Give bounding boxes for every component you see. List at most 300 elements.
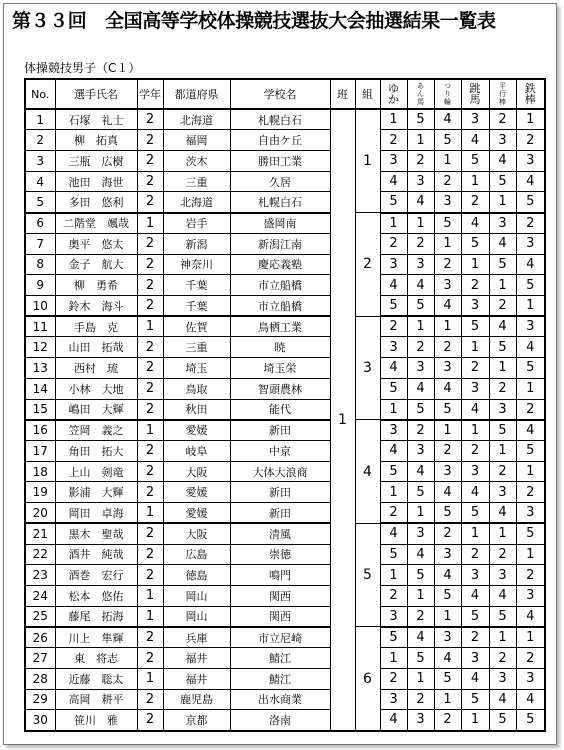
kumi-cell: 5 xyxy=(355,523,380,627)
hbar-order: 5 xyxy=(516,441,545,462)
grade-cell: 1 xyxy=(137,586,163,607)
rings-order: 3 xyxy=(434,358,461,379)
floor-order: 2 xyxy=(380,503,407,524)
vault-order: 5 xyxy=(461,606,489,627)
hbar-order: 2 xyxy=(516,399,545,420)
hbar-order: 1 xyxy=(516,378,545,399)
athlete-name: 笹川 雅 xyxy=(55,710,137,731)
table-row xyxy=(25,233,545,254)
header-vault: 跳 馬 xyxy=(461,79,489,109)
grade-cell: 2 xyxy=(137,482,163,503)
row-number: 8 xyxy=(25,254,55,275)
pbars-order: 2 xyxy=(489,109,516,130)
grade-cell: 2 xyxy=(137,171,163,192)
row-number: 12 xyxy=(25,337,55,358)
pbars-order: 3 xyxy=(489,482,516,503)
prefecture-cell: 三重 xyxy=(163,171,230,192)
header-name: 選手氏名 xyxy=(55,79,137,109)
header-rings: つ り 輪 xyxy=(434,79,461,109)
prefecture-cell: 千葉 xyxy=(163,295,230,316)
pbars-order: 1 xyxy=(489,523,516,544)
school-cell: 大体大浪商 xyxy=(230,461,330,482)
school-cell: 能代 xyxy=(230,399,330,420)
table-row xyxy=(25,150,545,171)
table-row xyxy=(25,275,545,296)
table-row xyxy=(25,378,545,399)
floor-order: 3 xyxy=(380,689,407,710)
hbar-order: 5 xyxy=(516,523,545,544)
hbar-order: 3 xyxy=(516,233,545,254)
pbars-order: 4 xyxy=(489,503,516,524)
table-row xyxy=(25,316,545,337)
grade-cell: 2 xyxy=(137,233,163,254)
pbars-order: 3 xyxy=(489,213,516,234)
pbars-order: 4 xyxy=(489,150,516,171)
pbars-order: 2 xyxy=(489,648,516,669)
hbar-order: 3 xyxy=(516,503,545,524)
grade-cell: 2 xyxy=(137,461,163,482)
page-title: 第３３回 全国高等学校体操競技選抜大会抽選結果一覧表 xyxy=(12,10,496,32)
table-row xyxy=(25,523,545,544)
pommel-order: 2 xyxy=(407,337,434,358)
floor-order: 5 xyxy=(380,378,407,399)
rings-order: 5 xyxy=(434,586,461,607)
floor-order: 2 xyxy=(380,233,407,254)
hbar-order: 3 xyxy=(516,668,545,689)
athlete-name: 小林 大地 xyxy=(55,378,137,399)
vault-order: 2 xyxy=(461,358,489,379)
floor-order: 3 xyxy=(380,254,407,275)
header-no: No. xyxy=(25,79,55,109)
hbar-order: 5 xyxy=(516,358,545,379)
grade-cell: 2 xyxy=(137,710,163,731)
vault-order: 1 xyxy=(461,420,489,441)
table-row xyxy=(25,337,545,358)
rings-order: 3 xyxy=(434,275,461,296)
rings-order: 3 xyxy=(434,544,461,565)
row-number: 14 xyxy=(25,378,55,399)
pbars-order: 2 xyxy=(489,295,516,316)
vault-order: 1 xyxy=(461,254,489,275)
school-cell: 洛南 xyxy=(230,710,330,731)
header-floor: ゆ か xyxy=(380,79,407,109)
row-number: 29 xyxy=(25,689,55,710)
hbar-order: 4 xyxy=(516,420,545,441)
hbar-order: 4 xyxy=(516,689,545,710)
header-kumi: 組 xyxy=(355,79,380,109)
table-row xyxy=(25,503,545,524)
hbar-order: 4 xyxy=(516,337,545,358)
athlete-name: 石塚 礼士 xyxy=(55,109,137,130)
rings-order: 5 xyxy=(434,130,461,151)
hbar-order: 2 xyxy=(516,213,545,234)
school-cell: 清風 xyxy=(230,523,330,544)
results-table xyxy=(24,78,546,732)
pbars-order: 5 xyxy=(489,171,516,192)
vault-order: 4 xyxy=(461,213,489,234)
hbar-order: 4 xyxy=(516,606,545,627)
floor-order: 3 xyxy=(380,420,407,441)
pommel-order: 1 xyxy=(407,213,434,234)
rings-order: 2 xyxy=(434,441,461,462)
athlete-name: 鈴木 海斗 xyxy=(55,295,137,316)
prefecture-cell: 茨木 xyxy=(163,150,230,171)
row-number: 5 xyxy=(25,192,55,213)
category-label: 体操競技男子（C１） xyxy=(24,61,141,75)
table-row xyxy=(25,254,545,275)
rings-order: 4 xyxy=(434,295,461,316)
school-cell: 暁 xyxy=(230,337,330,358)
school-cell: 市立船橋 xyxy=(230,275,330,296)
pbars-order: 4 xyxy=(489,586,516,607)
row-number: 3 xyxy=(25,150,55,171)
prefecture-cell: 神奈川 xyxy=(163,254,230,275)
grade-cell: 2 xyxy=(137,378,163,399)
vault-order: 5 xyxy=(461,503,489,524)
row-number: 10 xyxy=(25,295,55,316)
floor-order: 4 xyxy=(380,523,407,544)
floor-order: 2 xyxy=(380,668,407,689)
school-cell: 智頭農林 xyxy=(230,378,330,399)
athlete-name: 柳 勇希 xyxy=(55,275,137,296)
vault-order: 5 xyxy=(461,233,489,254)
kumi-cell: 1 xyxy=(355,109,380,213)
grade-cell: 2 xyxy=(137,150,163,171)
hbar-order: 1 xyxy=(516,109,545,130)
table-row xyxy=(25,130,545,151)
floor-order: 5 xyxy=(380,461,407,482)
hbar-order: 2 xyxy=(516,130,545,151)
school-cell: 札幌白石 xyxy=(230,192,330,213)
school-cell: 盛岡南 xyxy=(230,213,330,234)
vault-order: 4 xyxy=(461,130,489,151)
table-row xyxy=(25,565,545,586)
rings-order: 5 xyxy=(434,503,461,524)
pbars-order: 1 xyxy=(489,358,516,379)
prefecture-cell: 福井 xyxy=(163,648,230,669)
rings-order: 4 xyxy=(434,378,461,399)
hbar-order: 3 xyxy=(516,316,545,337)
school-cell: 市立船橋 xyxy=(230,295,330,316)
athlete-name: 山田 拓哉 xyxy=(55,337,137,358)
pommel-order: 3 xyxy=(407,254,434,275)
prefecture-cell: 京都 xyxy=(163,710,230,731)
table-row xyxy=(25,668,545,689)
athlete-name: 多田 悠利 xyxy=(55,192,137,213)
athlete-name: 西村 琉 xyxy=(55,358,137,379)
floor-order: 5 xyxy=(380,627,407,648)
pommel-order: 4 xyxy=(407,192,434,213)
row-number: 6 xyxy=(25,213,55,234)
prefecture-cell: 愛媛 xyxy=(163,503,230,524)
prefecture-cell: 岡山 xyxy=(163,586,230,607)
vault-order: 1 xyxy=(461,710,489,731)
table-row xyxy=(25,109,545,130)
athlete-name: 藤尾 拓海 xyxy=(55,606,137,627)
pbars-order: 5 xyxy=(489,420,516,441)
grade-cell: 2 xyxy=(137,275,163,296)
athlete-name: 影浦 大輝 xyxy=(55,482,137,503)
school-cell: 鯖江 xyxy=(230,648,330,669)
school-cell: 慶応義塾 xyxy=(230,254,330,275)
prefecture-cell: 新潟 xyxy=(163,233,230,254)
vault-order: 1 xyxy=(461,523,489,544)
pommel-order: 5 xyxy=(407,399,434,420)
pbars-order: 4 xyxy=(489,316,516,337)
pommel-order: 1 xyxy=(407,130,434,151)
school-cell: 新田 xyxy=(230,482,330,503)
vault-order: 5 xyxy=(461,689,489,710)
row-number: 15 xyxy=(25,399,55,420)
kumi-cell: 6 xyxy=(355,627,380,731)
rings-order: 2 xyxy=(434,337,461,358)
vault-order: 3 xyxy=(461,461,489,482)
floor-order: 1 xyxy=(380,482,407,503)
school-cell: 鳴門 xyxy=(230,565,330,586)
rings-order: 2 xyxy=(434,523,461,544)
pommel-order: 1 xyxy=(407,586,434,607)
grade-cell: 1 xyxy=(137,213,163,234)
prefecture-cell: 佐賀 xyxy=(163,316,230,337)
floor-order: 5 xyxy=(380,295,407,316)
prefecture-cell: 愛媛 xyxy=(163,482,230,503)
prefecture-cell: 大阪 xyxy=(163,523,230,544)
floor-order: 4 xyxy=(380,441,407,462)
row-number: 25 xyxy=(25,606,55,627)
grade-cell: 2 xyxy=(137,358,163,379)
prefecture-cell: 福井 xyxy=(163,668,230,689)
pommel-order: 2 xyxy=(407,420,434,441)
rings-order: 3 xyxy=(434,192,461,213)
rings-order: 1 xyxy=(434,233,461,254)
table-row xyxy=(25,648,545,669)
school-cell: 市立尼崎 xyxy=(230,627,330,648)
floor-order: 4 xyxy=(380,275,407,296)
pommel-order: 4 xyxy=(407,544,434,565)
kumi-cell: 3 xyxy=(355,316,380,420)
table-row xyxy=(25,399,545,420)
floor-order: 1 xyxy=(380,565,407,586)
vault-order: 2 xyxy=(461,192,489,213)
row-number: 16 xyxy=(25,420,55,441)
floor-order: 4 xyxy=(380,358,407,379)
athlete-name: 角田 拓大 xyxy=(55,441,137,462)
table-row xyxy=(25,689,545,710)
vault-order: 1 xyxy=(461,171,489,192)
table-row xyxy=(25,482,545,503)
grade-cell: 1 xyxy=(137,316,163,337)
school-cell: 出水商業 xyxy=(230,689,330,710)
row-number: 17 xyxy=(25,441,55,462)
pommel-order: 3 xyxy=(407,523,434,544)
pbars-order: 1 xyxy=(489,192,516,213)
floor-order: 3 xyxy=(380,606,407,627)
hbar-order: 4 xyxy=(516,171,545,192)
school-cell: 埼玉栄 xyxy=(230,358,330,379)
rings-order: 4 xyxy=(434,648,461,669)
grade-cell: 2 xyxy=(137,109,163,130)
header-grade: 学年 xyxy=(137,79,163,109)
pbars-order: 5 xyxy=(489,254,516,275)
vault-order: 4 xyxy=(461,399,489,420)
rings-order: 5 xyxy=(434,668,461,689)
prefecture-cell: 大阪 xyxy=(163,461,230,482)
pommel-order: 1 xyxy=(407,668,434,689)
rings-order: 1 xyxy=(434,420,461,441)
grade-cell: 2 xyxy=(137,523,163,544)
rings-order: 3 xyxy=(434,627,461,648)
han-cell: 1 xyxy=(330,109,355,731)
row-number: 28 xyxy=(25,668,55,689)
grade-cell: 2 xyxy=(137,399,163,420)
rings-order: 5 xyxy=(434,213,461,234)
table-row xyxy=(25,606,545,627)
school-cell: 関西 xyxy=(230,606,330,627)
pommel-order: 3 xyxy=(407,710,434,731)
floor-order: 1 xyxy=(380,109,407,130)
rings-order: 4 xyxy=(434,565,461,586)
grade-cell: 2 xyxy=(137,441,163,462)
floor-order: 4 xyxy=(380,710,407,731)
grade-cell: 2 xyxy=(137,337,163,358)
vault-order: 3 xyxy=(461,109,489,130)
prefecture-cell: 鹿児島 xyxy=(163,689,230,710)
grade-cell: 2 xyxy=(137,192,163,213)
pommel-order: 5 xyxy=(407,109,434,130)
grade-cell: 2 xyxy=(137,565,163,586)
row-number: 18 xyxy=(25,461,55,482)
vault-order: 2 xyxy=(461,441,489,462)
kumi-cell: 4 xyxy=(355,420,380,524)
school-cell: 勝田工業 xyxy=(230,150,330,171)
pbars-order: 5 xyxy=(489,337,516,358)
floor-order: 1 xyxy=(380,399,407,420)
row-number: 4 xyxy=(25,171,55,192)
prefecture-cell: 岡山 xyxy=(163,606,230,627)
pbars-order: 3 xyxy=(489,565,516,586)
hbar-order: 3 xyxy=(516,586,545,607)
rings-order: 1 xyxy=(434,606,461,627)
table-row xyxy=(25,441,545,462)
prefecture-cell: 秋田 xyxy=(163,399,230,420)
floor-order: 5 xyxy=(380,544,407,565)
athlete-name: 上山 剣竜 xyxy=(55,461,137,482)
school-cell: 新潟江南 xyxy=(230,233,330,254)
row-number: 11 xyxy=(25,316,55,337)
header-high-bar: 鉄 棒 xyxy=(516,79,545,109)
athlete-name: 近藤 聡太 xyxy=(55,668,137,689)
table-row xyxy=(25,358,545,379)
rings-order: 2 xyxy=(434,254,461,275)
prefecture-cell: 岐阜 xyxy=(163,441,230,462)
athlete-name: 笠岡 義之 xyxy=(55,420,137,441)
rings-order: 1 xyxy=(434,150,461,171)
row-number: 22 xyxy=(25,544,55,565)
pommel-order: 5 xyxy=(407,295,434,316)
table-row xyxy=(25,710,545,731)
floor-order: 2 xyxy=(380,130,407,151)
floor-order: 1 xyxy=(380,213,407,234)
floor-order: 2 xyxy=(380,586,407,607)
grade-cell: 2 xyxy=(137,130,163,151)
floor-order: 1 xyxy=(380,648,407,669)
prefecture-cell: 北海道 xyxy=(163,109,230,130)
pommel-order: 2 xyxy=(407,689,434,710)
rings-order: 3 xyxy=(434,461,461,482)
athlete-name: 奥平 悠太 xyxy=(55,233,137,254)
prefecture-cell: 広島 xyxy=(163,544,230,565)
prefecture-cell: 徳島 xyxy=(163,565,230,586)
rings-order: 4 xyxy=(434,109,461,130)
pommel-order: 4 xyxy=(407,461,434,482)
floor-order: 5 xyxy=(380,192,407,213)
vault-order: 2 xyxy=(461,627,489,648)
hbar-order: 5 xyxy=(516,275,545,296)
header-parallel-bars: 平 行 棒 xyxy=(489,79,516,109)
pbars-order: 3 xyxy=(489,668,516,689)
header-han: 班 xyxy=(330,79,355,109)
hbar-order: 1 xyxy=(516,544,545,565)
prefecture-cell: 愛媛 xyxy=(163,420,230,441)
hbar-order: 2 xyxy=(516,565,545,586)
pommel-order: 5 xyxy=(407,565,434,586)
athlete-name: 黒木 聖哉 xyxy=(55,523,137,544)
vault-order: 2 xyxy=(461,544,489,565)
row-number: 30 xyxy=(25,710,55,731)
vault-order: 4 xyxy=(461,586,489,607)
school-cell: 久居 xyxy=(230,171,330,192)
pbars-order: 3 xyxy=(489,130,516,151)
pommel-order: 2 xyxy=(407,606,434,627)
school-cell: 自由ケ丘 xyxy=(230,130,330,151)
vault-order: 3 xyxy=(461,565,489,586)
athlete-name: 酒巻 宏行 xyxy=(55,565,137,586)
row-number: 2 xyxy=(25,130,55,151)
school-cell: 崇徳 xyxy=(230,544,330,565)
row-number: 7 xyxy=(25,233,55,254)
pbars-order: 2 xyxy=(489,461,516,482)
row-number: 9 xyxy=(25,275,55,296)
prefecture-cell: 鳥取 xyxy=(163,378,230,399)
results-body xyxy=(25,109,545,731)
hbar-order: 4 xyxy=(516,254,545,275)
grade-cell: 2 xyxy=(137,689,163,710)
vault-order: 1 xyxy=(461,337,489,358)
pommel-order: 5 xyxy=(407,482,434,503)
pbars-order: 1 xyxy=(489,627,516,648)
athlete-name: 川上 隼輝 xyxy=(55,627,137,648)
rings-order: 4 xyxy=(434,482,461,503)
prefecture-cell: 千葉 xyxy=(163,275,230,296)
prefecture-cell: 埼玉 xyxy=(163,358,230,379)
vault-order: 5 xyxy=(461,150,489,171)
vault-order: 3 xyxy=(461,295,489,316)
row-number: 27 xyxy=(25,648,55,669)
row-number: 13 xyxy=(25,358,55,379)
athlete-name: 松本 悠佑 xyxy=(55,586,137,607)
school-cell: 中京 xyxy=(230,441,330,462)
table-row xyxy=(25,213,545,234)
hbar-order: 5 xyxy=(516,710,545,731)
row-number: 21 xyxy=(25,523,55,544)
row-number: 26 xyxy=(25,627,55,648)
header-pommel-horse: あ ん 馬 xyxy=(407,79,434,109)
table-row xyxy=(25,586,545,607)
rings-order: 2 xyxy=(434,171,461,192)
floor-order: 3 xyxy=(380,337,407,358)
pommel-order: 5 xyxy=(407,648,434,669)
vault-order: 4 xyxy=(461,668,489,689)
